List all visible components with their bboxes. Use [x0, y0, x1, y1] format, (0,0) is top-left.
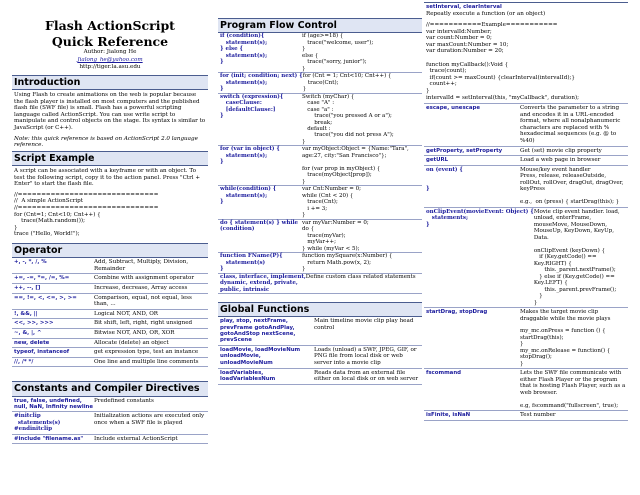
function-row: getURL Load a web page in browser — [424, 156, 628, 166]
setinterval-code: //===========Example=========== var intervalId:Number; var count:Number = 0; var maxCount:Number = 10; var duration:Number = 20; function myCallback():Void { trace(count); if(count >= maxCount) {clearInterval(intervalId);} count++; } intervalId = setInterval(this, "myCallback", duration); — [424, 20, 628, 104]
setinterval-desc: Repeatly execute a function (or an object) — [426, 11, 546, 18]
constants-row: true, false, undefined, null, NaN, Infinity newline Predefined constants — [12, 397, 208, 413]
function-row: on (event) { } Mouse/key event handler Press, release, releaseOutside, rollOut, rollOver, dragOut, dragOver, keyPress e.g., on (press) { startDrag(this); } — [424, 166, 628, 208]
function-row: startDrag, stopDrag Makes the target movie clip draggable while the movie plays my_mc.onPress = function () { startDrag(this); } my_mc.onRelease = function() { stopDrag(); } — [424, 308, 628, 369]
setinterval-heading: setInterval, clearInterval — [424, 2, 628, 11]
misc-functions-table — [424, 104, 628, 421]
function-row: escape, unescape Converts the parameter to a string and encodes it in a URL-encoded format, where all nonalphanumeric characters are replaced with % hexadecimal sequences (e.g. @ to %40) — [424, 104, 628, 147]
flow-row: do { statement(s) } while (condition) var myVar:Number = 0; do { trace(myVar); myVar++; } while (myVar < 5); — [218, 220, 422, 253]
global-row: loadVariables, loadVariablesNum Reads data from an external file either on local disk or on web server — [218, 369, 422, 385]
script-example-code: //============================== // A simple ActionScript //============================== for (Cnt=1; Cnt<10; Cnt++) { trace(Math.random()); } trace ("Hello, World!"); — [14, 191, 159, 238]
constants-row: #initclip statements(s) #endinitclip Initialization actions are executed only once when a SWF file is played — [12, 412, 208, 434]
operator-row: +=, -=, *=, /=, %= Combine with assignment operator — [12, 274, 208, 284]
intro-heading: Introduction — [12, 75, 208, 90]
flow-heading: Program Flow Control — [218, 18, 422, 33]
flow-row: class, interface, implement, dynamic, extend, private, public, intrinsic Define custom class related statements — [218, 274, 422, 294]
operator-row: <<, >>, >>> Bit shift, left, right, right unsigned — [12, 319, 208, 329]
flow-row: for (var in object) { statement(s); } var myObject:Object = {Name:"Tara", age:27, city:"San Francisco"}; for (var prop in myObject) { trace(myObject[prop]); } — [218, 146, 422, 186]
flow-row: switch (expression){ caseClause: [defaultClause:] } Switch (myChar) { case "A" : case "a" : trace("you pressed A or a"); break; default : trace("you did not press A"); } — [218, 94, 422, 147]
flow-table — [218, 33, 422, 294]
author-block — [12, 49, 208, 72]
operator-row: ++, --, [] Increase, decrease, Array access — [12, 284, 208, 294]
constants-table — [12, 397, 208, 445]
constants-heading: Constants and Compiler Directives — [12, 381, 208, 396]
flow-row: while(condition) { statement(s); } var Cnt:Number = 0; while (Cnt < 20) { trace(Cnt); i += 3; } — [218, 186, 422, 219]
function-row: fscommand Lets the SWF file communicate with either Flash Player or the program that is hosting Flash Player, such as a web browser. e.g, fscommand("fullscreen", true); — [424, 369, 628, 411]
intro-note: Note: this quick reference is based on ActionScript 2.0 language reference. — [14, 135, 198, 149]
function-row: getProperty, setProperty Get (set) movie clip property — [424, 147, 628, 157]
column-2 — [218, 18, 422, 385]
flow-row: if (condition){ statement(s); } else { statement(s); } if (age>=18) { trace("welcome, user"); } else { trace("sorry, junior"); } — [218, 33, 422, 73]
global-row: play, stop, nextFrame, prevFrame gotoAndPlay, gotoAndStop nextScene, prevScene Main timeline movie clip play head control — [218, 317, 422, 346]
column-1 — [12, 18, 208, 444]
script-example-text: A script can be associated with a keyframe or with an object. To test the following script, copy it to the action panel. Press "Ctrl + Enter" to start the flash file. — [14, 168, 201, 188]
operator-row: ~, &, |, ^ Bitwise NOT, AND, OR, XOR — [12, 329, 208, 339]
constants-row: #include "filename.as" Include external ActionScript — [12, 435, 208, 445]
operator-row: ==, !=, <, <=, >, >= Comparison, equal, not equal, less than, ... — [12, 294, 208, 310]
operator-heading: Operator — [12, 243, 208, 258]
global-table — [218, 317, 422, 384]
operator-row: //, /* */ One line and multiple line comments — [12, 358, 208, 368]
operator-row: typeof, instanceof get expression type, test an instance — [12, 348, 208, 358]
global-heading: Global Functions — [218, 302, 422, 317]
operator-row: !, &&, || Logical NOT, AND, OR — [12, 310, 208, 320]
global-row: loadMovie, loadMovieNum unloadMovie, unloadMovieNum Loads (unload) a SWF, JPEG, GIF, or PNG file from local disk or web server into a movie clip — [218, 346, 422, 369]
script-example-heading: Script Example — [12, 151, 208, 166]
function-row: onClipEvent(movieEvent: Object) { statements; } Movie clip event handler. load, unload, enterFrame, mouseMove, MouseDown, MouseUp, KeyDown, KeyUp, Data. onClipEvent (keyDown) { if (Key.getCode() == Key.RIGHT) { this._parent.nextFrame(); } else if (Key.getCode() == Key.LEFT) { this._parent.prevFrame(); } } — [424, 208, 628, 308]
flow-row: for (init; condition; next) { statement(s); } for (Cnt = 1; Cnt<10; Cnt++) { trace(Cnt); } — [218, 73, 422, 93]
flow-row: function FName(P){ statement(s) } function mySquare(x:Number) { return Math.pow(x, 2); } — [218, 253, 422, 273]
author-email-link[interactable]: Jialong_he@yahoo.com — [77, 56, 143, 63]
doc-title: Flash ActionScript Quick Reference — [45, 18, 175, 49]
operator-row: +, -, *, /, % Add, Subtract, Multiply, Division, Remainder — [12, 258, 208, 274]
author-url: http://tiger.la.asu.edu — [79, 64, 141, 71]
operator-row: new, delete Allocate (delete) an object — [12, 339, 208, 349]
column-3 — [424, 2, 628, 421]
function-row: isFinite, isNaN Test number — [424, 411, 628, 421]
intro-text: Using Flash to create animations on the web is popular because the flash player is installed on most computers and the published flash file (SWF file) is small. Flash has a powerful scripting language called ActionScript. You can use write script to manipulate and control objects on the stage. Its syntax is similar to JavaScript (or C++). — [14, 92, 206, 132]
operator-table — [12, 258, 208, 367]
author-name: Author: Jialong He — [83, 49, 137, 56]
